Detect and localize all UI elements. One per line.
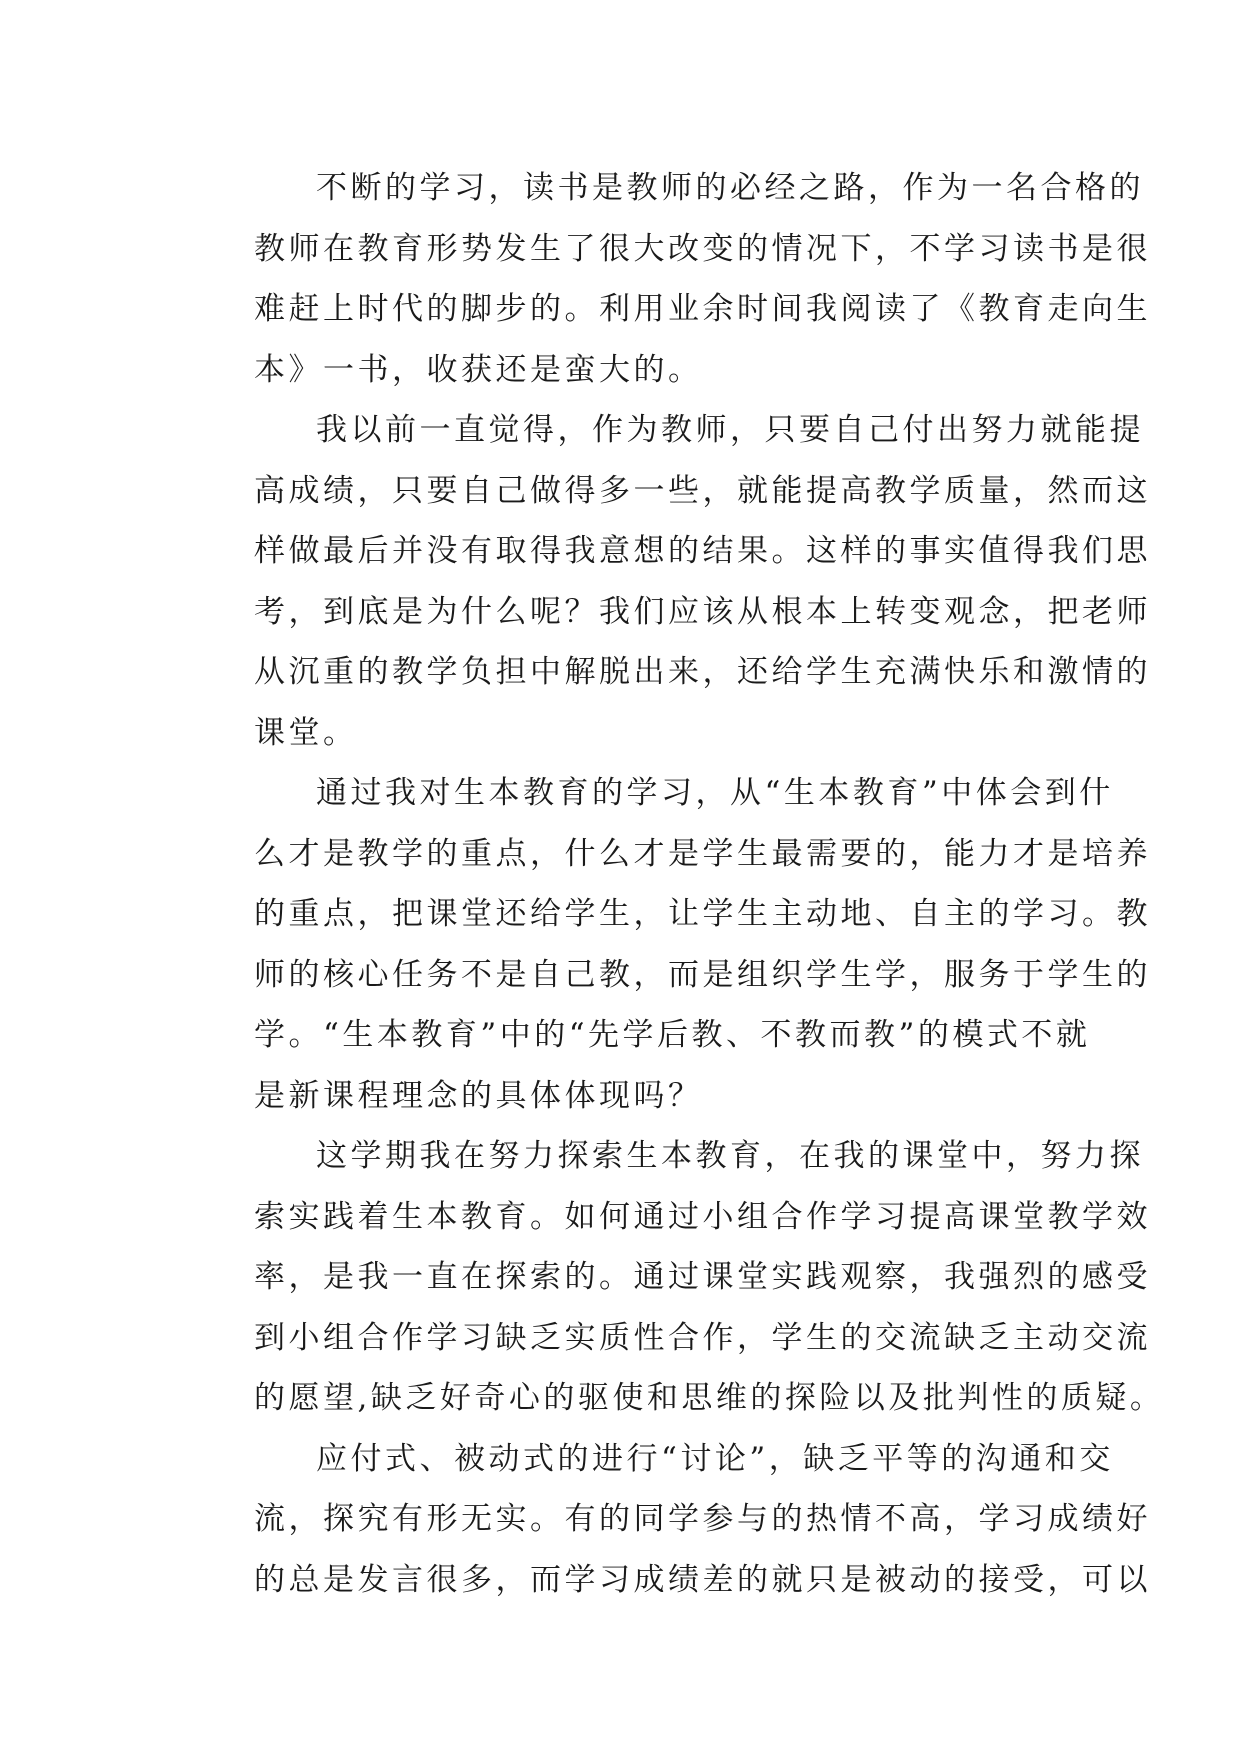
text-line: 本》一书，收获还是蛮大的。 — [254, 351, 703, 388]
text-line: 我以前一直觉得，作为教师，只要自己付出努力就能提 — [316, 412, 1144, 448]
text-line: 课堂。 — [254, 714, 358, 751]
text-line: 索实践着生本教育。如何通过小组合作学习提高课堂教学效 — [254, 1198, 1151, 1235]
text-line: 师的核心任务不是自己教，而是组织学生学，服务于学生的 — [254, 956, 1151, 993]
text-line: 是新课程理念的具体体现吗？ — [254, 1077, 703, 1114]
paragraph-5 — [192, 1429, 1151, 1611]
text-line: 不断的学习，读书是教师的必经之路，作为一名合格的 — [316, 170, 1144, 206]
text-line: 样做最后并没有取得我意想的结果。这样的事实值得我们思 — [254, 533, 1151, 569]
text-line: 应付式、被动式的进行“讨论”，缺乏平等的沟通和交 — [316, 1440, 1114, 1477]
paragraph-4 — [192, 1126, 1165, 1429]
paragraph-1 — [192, 158, 1151, 400]
text-line: 么才是教学的重点，什么才是学生最需要的，能力才是培养 — [254, 835, 1151, 872]
text-line: 教师在教育形势发生了很大改变的情况下，不学习读书是很 — [254, 230, 1151, 267]
text-line: 率，是我一直在探索的。通过课堂实践观察，我强烈的感受 — [254, 1259, 1151, 1295]
text-line: 的重点，把课堂还给学生，让学生主动地、自主的学习。教 — [254, 896, 1151, 932]
text-line: 学。“生本教育”中的“先学后教、不教而教”的模式不就 — [254, 1017, 1091, 1053]
text-line: 流，探究有形无实。有的同学参与的热情不高，学习成绩好 — [254, 1501, 1151, 1537]
document-body — [192, 158, 1165, 1610]
paragraph-2 — [192, 400, 1151, 763]
text-line: 通过我对生本教育的学习，从“生本教育”中体会到什 — [316, 775, 1114, 811]
text-line: 的愿望,缺乏好奇心的驱使和思维的探险以及批判性的质疑。 — [254, 1380, 1165, 1416]
text-line: 考，到底是为什么呢？我们应该从根本上转变观念，把老师 — [254, 593, 1151, 630]
text-line: 从沉重的教学负担中解脱出来，还给学生充满快乐和激情的 — [254, 654, 1151, 690]
paragraph-3 — [192, 763, 1151, 1126]
text-line: 的总是发言很多，而学习成绩差的就只是被动的接受，可以 — [254, 1561, 1151, 1598]
text-line: 高成绩，只要自己做得多一些，就能提高教学质量，然而这 — [254, 472, 1151, 509]
text-line: 这学期我在努力探索生本教育，在我的课堂中，努力探 — [316, 1138, 1144, 1174]
text-line: 难赶上时代的脚步的。利用业余时间我阅读了《教育走向生 — [254, 291, 1151, 327]
text-line: 到小组合作学习缺乏实质性合作，学生的交流缺乏主动交流 — [254, 1319, 1151, 1356]
